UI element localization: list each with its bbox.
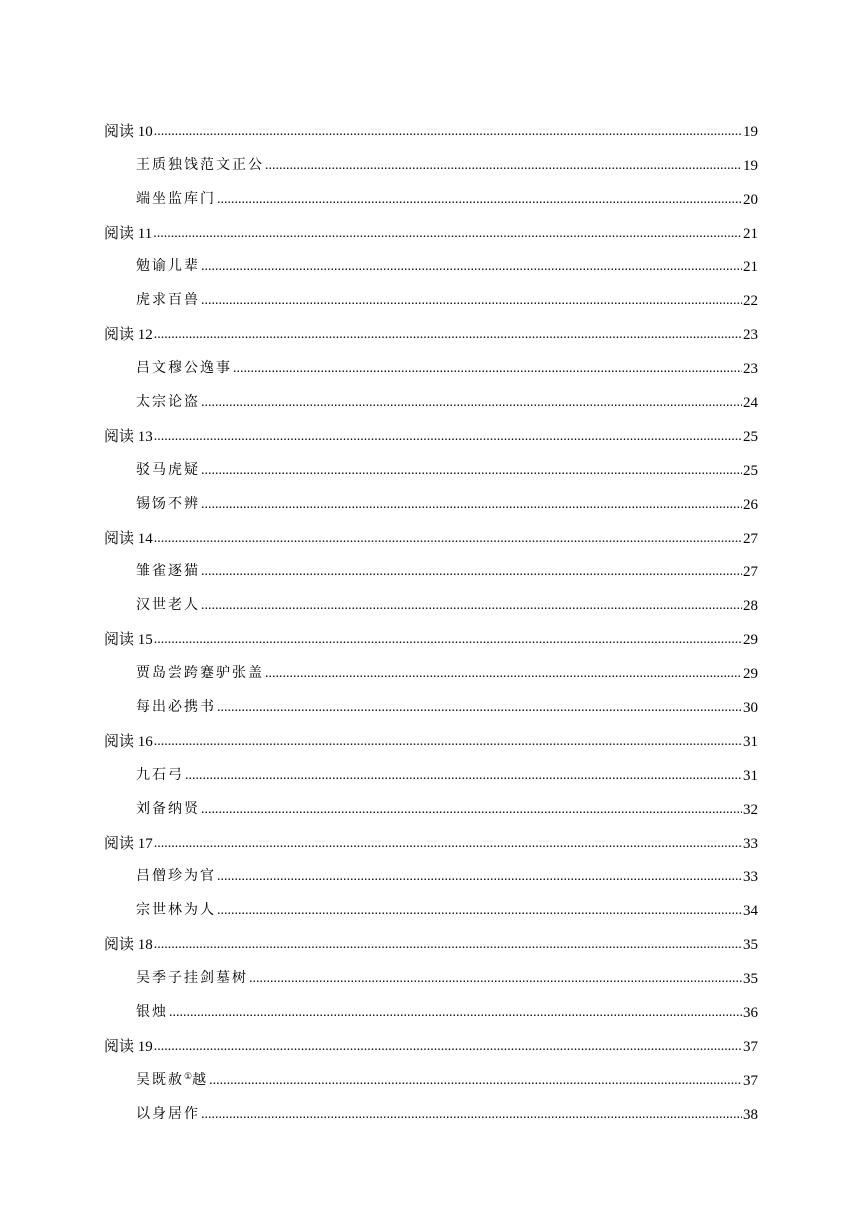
dot-leader	[154, 324, 742, 346]
toc-entry-page: 27	[743, 564, 758, 581]
toc-entry-title: 王质独饯范文正公	[136, 157, 264, 173]
toc-entry-title: 吕僧珍为官	[136, 869, 216, 885]
toc-entry-page: 28	[743, 598, 758, 615]
toc-entry-article[interactable]	[104, 278, 758, 312]
toc-entry-article[interactable]	[104, 956, 758, 990]
dot-leader	[201, 290, 742, 312]
toc-entry-page: 25	[743, 428, 758, 445]
dot-leader	[201, 392, 742, 414]
dot-leader	[201, 595, 742, 617]
toc-entry-title: 雏雀逐猫	[136, 564, 200, 580]
toc-entry-page: 25	[743, 462, 758, 479]
dot-leader	[217, 900, 742, 922]
toc-entry-title: 虎求百兽	[136, 293, 200, 309]
toc-entry-title: 阅读 14	[104, 530, 153, 547]
dot-leader	[209, 1070, 742, 1092]
dot-leader	[153, 223, 742, 245]
toc-entry-page: 38	[743, 1106, 758, 1123]
toc-entry-title: 阅读 11	[104, 225, 153, 242]
toc-entry-section[interactable]	[104, 922, 758, 956]
toc-entry-article[interactable]	[104, 1092, 758, 1126]
toc-entry-title: 太宗论盗	[136, 395, 200, 411]
toc-entry-page: 27	[743, 530, 758, 547]
dot-leader	[154, 528, 742, 550]
toc-entry-section[interactable]	[104, 312, 758, 346]
dot-leader	[154, 629, 742, 651]
dot-leader	[154, 934, 742, 956]
footnote-marker: ①	[184, 1070, 193, 1081]
toc-entry-page: 26	[743, 496, 758, 513]
dot-leader	[154, 731, 742, 753]
dot-leader	[201, 1104, 742, 1126]
toc-entry-title: 阅读 12	[104, 327, 153, 344]
toc-entry-page: 22	[743, 293, 758, 310]
toc-entry-title: 以身居作	[136, 1106, 200, 1122]
toc-entry-title: 阅读 17	[104, 835, 153, 852]
toc-entry-section[interactable]	[104, 719, 758, 753]
dot-leader	[154, 426, 742, 448]
toc-entry-page: 29	[743, 666, 758, 683]
toc-entry-article[interactable]	[104, 1058, 758, 1092]
toc-entry-article[interactable]	[104, 550, 758, 584]
toc-entry-page: 21	[743, 225, 758, 242]
toc-entry-title: 阅读 13	[104, 428, 153, 445]
toc-entry-title	[136, 1070, 208, 1092]
dot-leader	[249, 968, 742, 990]
toc-entry-article[interactable]	[104, 685, 758, 719]
toc-entry-page: 30	[743, 700, 758, 717]
toc-entry-title-rest: 越	[192, 1072, 209, 1088]
dot-leader	[217, 697, 742, 719]
dot-leader	[201, 256, 742, 278]
dot-leader	[154, 833, 742, 855]
toc-entry-page: 31	[743, 733, 758, 750]
toc-entry-article[interactable]	[104, 990, 758, 1024]
toc-entry-page: 21	[743, 259, 758, 276]
toc-entry-article[interactable]	[104, 380, 758, 414]
toc-entry-title: 刘备纳贤	[136, 801, 200, 817]
dot-leader	[154, 1036, 742, 1058]
toc-entry-section[interactable]	[104, 516, 758, 550]
dot-leader	[201, 460, 742, 482]
toc-entry-section[interactable]	[104, 821, 758, 855]
toc-entry-page: 37	[743, 1072, 758, 1089]
toc-entry-title: 阅读 15	[104, 632, 153, 649]
toc-entry-page: 31	[743, 767, 758, 784]
toc-entry-title: 汉世老人	[136, 598, 200, 614]
dot-leader	[217, 866, 742, 888]
dot-leader	[265, 663, 742, 685]
toc-entry-article[interactable]	[104, 651, 758, 685]
toc-entry-section[interactable]	[104, 211, 758, 245]
toc-entry-article[interactable]	[104, 482, 758, 516]
toc-entry-title: 驳马虎疑	[136, 462, 200, 478]
toc-entry-page: 23	[743, 327, 758, 344]
table-of-contents	[104, 109, 758, 1126]
toc-entry-title: 阅读 10	[104, 123, 153, 140]
toc-entry-page: 20	[743, 191, 758, 208]
dot-leader	[201, 494, 742, 516]
toc-entry-page: 32	[743, 801, 758, 818]
toc-entry-page: 24	[743, 395, 758, 412]
dot-leader	[233, 358, 742, 380]
dot-leader	[201, 561, 742, 583]
toc-entry-page: 37	[743, 1038, 758, 1055]
toc-entry-title: 九石弓	[136, 767, 184, 783]
toc-entry-article[interactable]	[104, 346, 758, 380]
toc-entry-page: 29	[743, 632, 758, 649]
dot-leader	[169, 1002, 742, 1024]
toc-entry-page: 35	[743, 937, 758, 954]
toc-entry-title: 阅读 16	[104, 733, 153, 750]
toc-entry-title: 贾岛尝跨蹇驴张盖	[136, 666, 264, 682]
dot-leader	[265, 155, 742, 177]
toc-entry-title: 宗世林为人	[136, 903, 216, 919]
toc-entry-article[interactable]	[104, 855, 758, 889]
toc-entry-title: 端坐监库门	[136, 191, 216, 207]
toc-entry-page: 19	[743, 123, 758, 140]
toc-entry-article[interactable]	[104, 787, 758, 821]
toc-entry-page: 33	[743, 869, 758, 886]
toc-entry-article[interactable]	[104, 583, 758, 617]
toc-entry-page: 36	[743, 1005, 758, 1022]
toc-entry-section[interactable]	[104, 1024, 758, 1058]
toc-entry-title: 吴季子挂剑墓树	[136, 971, 248, 987]
dot-leader	[217, 189, 742, 211]
toc-entry-article[interactable]	[104, 888, 758, 922]
toc-entry-article[interactable]	[104, 143, 758, 177]
toc-entry-title: 阅读 18	[104, 937, 153, 954]
toc-entry-page: 19	[743, 157, 758, 174]
toc-entry-page: 34	[743, 903, 758, 920]
toc-entry-section[interactable]	[104, 109, 758, 143]
toc-entry-section[interactable]	[104, 617, 758, 651]
toc-entry-title: 银烛	[136, 1005, 168, 1021]
toc-entry-article[interactable]	[104, 177, 758, 211]
dot-leader	[201, 799, 742, 821]
toc-entry-section[interactable]	[104, 414, 758, 448]
toc-entry-page: 23	[743, 361, 758, 378]
toc-entry-article[interactable]	[104, 448, 758, 482]
toc-entry-title: 阅读 19	[104, 1038, 153, 1055]
toc-entry-title: 锡饧不辨	[136, 496, 200, 512]
toc-entry-title: 吕文穆公逸事	[136, 361, 232, 377]
toc-entry-article[interactable]	[104, 753, 758, 787]
toc-entry-page: 33	[743, 835, 758, 852]
dot-leader	[154, 121, 742, 143]
toc-entry-title-main: 吴既赦	[136, 1072, 184, 1088]
toc-entry-title: 每出必携书	[136, 700, 216, 716]
toc-entry-title: 勉谕儿辈	[136, 259, 200, 275]
toc-entry-article[interactable]	[104, 245, 758, 279]
dot-leader	[185, 765, 742, 787]
toc-entry-page: 35	[743, 971, 758, 988]
